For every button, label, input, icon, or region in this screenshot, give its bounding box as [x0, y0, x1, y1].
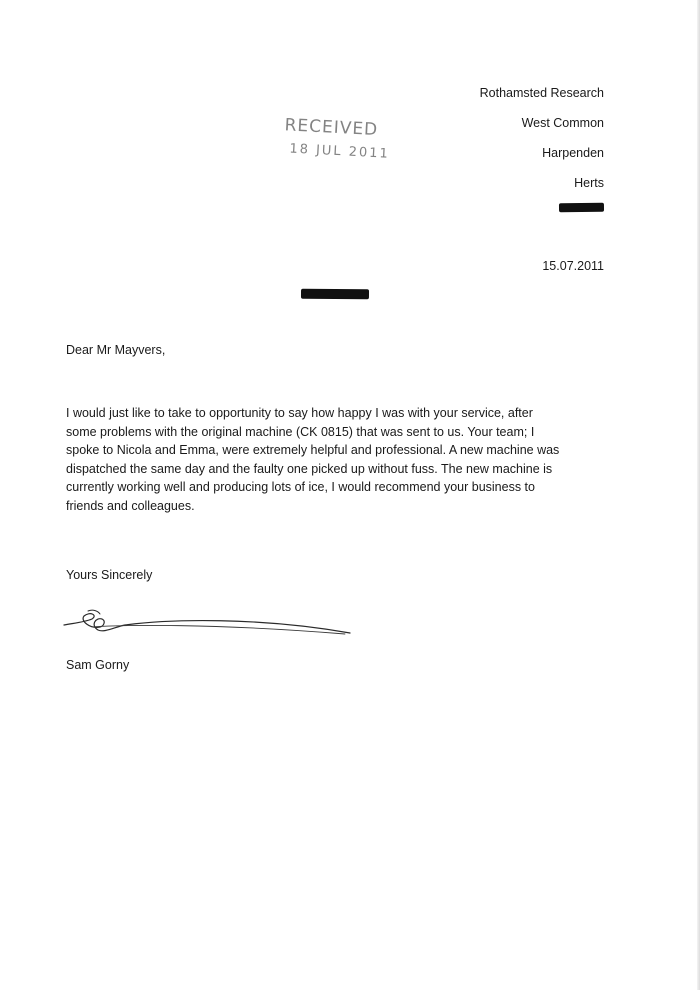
- address-line: Rothamsted Research: [479, 86, 604, 100]
- closing: Yours Sincerely: [66, 568, 153, 582]
- sender-address: [480, 78, 604, 198]
- address-line: Harpenden: [542, 146, 604, 160]
- address-line: West Common: [521, 116, 604, 130]
- stamp-word: RECEIVED: [284, 115, 379, 141]
- salutation: Dear Mr Mayvers,: [66, 343, 166, 357]
- letter-date: 15.07.2011: [542, 259, 604, 273]
- signature-mark: [60, 605, 360, 645]
- stamp-date: 18 JUL 2011: [288, 141, 391, 162]
- received-stamp: [283, 115, 391, 162]
- address-line: Herts: [574, 176, 604, 190]
- redacted-recipient: [301, 289, 369, 299]
- redacted-postcode: [559, 203, 604, 212]
- letter-body: I would just like to take to opportunity to say how happy I was with your service, after some problems with the original machine (CK 0815) that was sent to us. Your team; I spoke to Nicola and Emma, were extremely helpful and professional. A new machine was dispatched the same day and the faulty one picked up without fuss. The new machine is currently working well and producing lots of ice, I would recommend your business to friends and colleagues.: [66, 406, 560, 513]
- signer-name: Sam Gorny: [66, 658, 130, 672]
